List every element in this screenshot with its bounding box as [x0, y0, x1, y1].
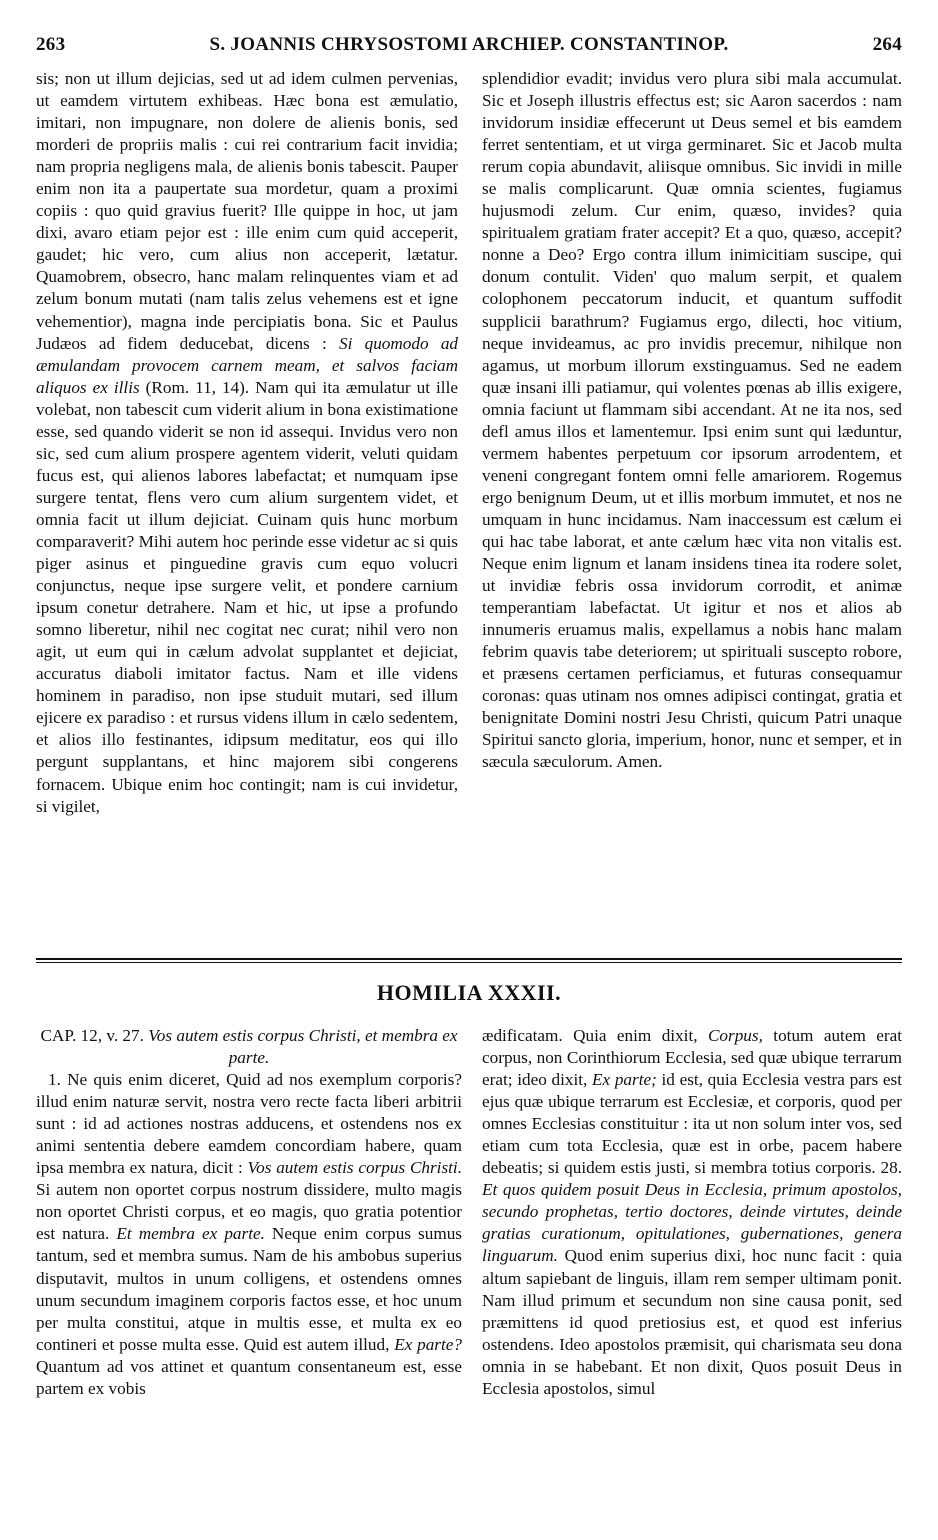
paragraph	[482, 1025, 902, 1400]
column-1	[36, 68, 458, 818]
text-run: sis; non ut illum dejicias, sed ut ad idem culmen pervenias, ut eamdem virtutem exhibeas. Hæc bona est æmulatio, imitari, non impugnare, non dolere de alienis bonis, sed morderi de propriis malis : cui rei contrarium facit invidia; nam propria negligens mala, de alienis bonis tabescit. Pauper enim non ita a paupertate sua mordetur, quam a proximi copiis : quo quid gravius fuerit? Ille quippe in hoc, ut jam dixi, avaro etiam pejor est : ille enim cum quid acceperit, gaudet; hic vero, cum alius non acceperit, lætatur. Quamobrem, obsecro, hanc malam relinquentes viam et ad zelum bonum mutati (nam talis zelus vehemens est et igne vehementior), magna inde percipiatis bona. Sic et Paulus Judæos ad fidem deducebat, dicens :	[36, 69, 458, 353]
column-4	[482, 1025, 902, 1400]
text-run: Quod enim superius dixi, hoc nunc facit : quia altum sapiebant de linguis, illam rem semper ultimam ponit. Nam illud primum et secundum non sine causa ponit, sed præmittens id quod pretiosius est, et quod est inferius ostendens. Ideo apostolos præmisit, qui charismata seu dona omnia in se habebant. Et non dixit, Quos posuit Deus in Ecclesia apostolos, simul	[482, 1246, 902, 1398]
text-run: 1. Ne quis enim diceret, Quid ad nos exemplum corporis? illud enim naturæ servit, nostra vero recte facta liberi arbitrii sunt : id ad actiones nostras adducens, et ostendens nos ex animi sententia debere eamdem concordiam habere, quam ipsa membra ex natura, dicit :	[36, 1070, 462, 1178]
chapter-heading	[36, 1025, 462, 1069]
homily-title: HOMILIA XXXII.	[376, 980, 562, 1005]
section-divider	[36, 958, 902, 963]
scripture-quote: Et membra ex parte.	[116, 1224, 265, 1244]
scripture-quote: Ex parte?	[394, 1334, 462, 1354]
scripture-quote: Ex parte;	[592, 1070, 657, 1090]
column-3	[36, 1025, 462, 1400]
text-run: totum autem erat corpus, non Corinthiorum Ecclesia, sed quæ ubique terrarum erat; ideo dixit,	[482, 1026, 903, 1090]
running-header	[36, 34, 902, 62]
text-run: Quantum ad vos attinet et quantum consentaneum est, esse partem ex vobis	[36, 1356, 462, 1398]
scripture-quote: Vos autem estis corpus Christi.	[247, 1158, 462, 1178]
text-run: Si autem non oportet corpus nostrum dissidere, multo magis non oportet Christi corpus, et eo magis, quo gratia potentior est natura.	[36, 1180, 462, 1244]
paragraph: splendidior evadit; invidus vero plura sibi mala accumulat. Sic et Joseph illustris effectus est; sic Aaron sacerdos : nam invidorum insidiæ effecerunt ut Deus semel et bis eamdem ferret sententiam, et ut virga germinaret. Sic et Jacob multa rerum copia abundavit, aliisque omnibus. Sic invidi in mille se malis complicarunt. Quæ omnia scientes, fugiamus hujusmodi zelum. Cur enim, quæso, invides? quia spiritualem gratiam frater accepit? Et a quo, quæso, accepit? nonne a Deo? Ergo contra illum inimicitiam suscipe, qui donum contulit. Viden' quo malum serpit, et qualem colophonem peccatorum inducit, et quantum suffodit supplicii barathrum? Fugiamus ergo, dilecti, hoc vitium, neque invideamus, ac pro invidis precemur, nihilque non agamus, ut morbum illorum exstinguamus. Sed ne eadem quæ insani illi patiamur, qui volentes pœnas ab illis exigere, omnia faciunt ut flammam sibi accendant. At ne ita nos, sed defl amus illos et lamentemur. Ipsi enim sunt qui læduntur, vermem habentes perpetuum cor ipsorum arrodentem, et veneni congregant fontem omni felle amariorem. Rogemus ergo benignum Deum, ut et illis morbum immutet, et nos ne umquam in hunc incidamus. Nam inaccessum est cælum ei qui hac tabe laborat, et ante cælum hæc vita non vitalis est. Neque enim lignum et lanam insidens tinea ita rodere solet, ut invidiæ febris ossa invidorum corrodit, et animæ temperantiam labefactat. Ut igitur et nos et alios ab innumeris eruamus malis, expellamus a nobis hanc malam febrim quavis tabe deteriorem; ut spirituali suscepto robore, et præsens certamen perficiamus, et futuras consequamur coronas: quas utinam nos omnes adipisci contingat, gratia et benignitate Domini nostri Jesu Christi, quicum Patri unaque Spiritui sancto gloria, imperium, honor, nunc et semper, et in sæcula sæculorum. Amen.	[482, 69, 902, 772]
text-run: ædificatam. Quia enim dixit,	[482, 1026, 708, 1045]
text-run: (Rom. 11, 14). Nam qui ita æmulatur ut ille volebat, non tabescit cum viderit alium in bona existimatione esse, sed quando viderit se non id assequi. Invidus vero non sic, sed cum alium prospere agentem viderit, veluti quidam fucus est, qui alienos labores labefactat; et numquam ipse surgere tentat, flens vero cum alium surgentem videt, et omnia facit ut illum dejiciat. Cuinam quis hunc morbum comparaverit? Mihi autem hoc perinde esse videtur ac si quis piger asinus et pinguedine gravis cum equo volucri conjunctus, neque ipse surgere velit, et pondere carnium ipsum conetur detrahere. Nam et hic, ut ipse a profundo somno liberetur, nihil nec cogitat nec curat; nihil vero non agit, ut eum qui in cælum advolat supplantet et dejiciat, accuratus diaboli imitator factus. Nam et ille videns hominem in paradiso, non ipse studuit mutari, sed illum ejicere ex paradiso : et rursus videns illum in cælo sedentem, et alios illo festinantes, idipsum meditatur, eos qui illo pergunt supplantans, et hinc majorem sibi congerens fornacem. Ubique enim hoc contingit; nam is cui invidetur, si vigilet,	[36, 377, 458, 816]
running-title: S. JOANNIS CHRYSOSTOMI ARCHIEP. CONSTANTINOP.	[209, 34, 729, 55]
scripture-quote: Corpus,	[707, 1026, 763, 1045]
scripture-quote: Et quos quidem posuit Deus in Ecclesia, primum apostolos, secundo prophetas, tertio doctores, deinde virtutes, deinde gratias curationum, opitulationes, gubernationes, genera linguarum.	[482, 1180, 902, 1266]
text-run: Neque enim corpus sumus tantum, sed et membra sumus. Nam de his ambobus superius disputavit, multos in unum colligens, et ostendens omnes unum secundum imaginem corporis factos esse, et hoc unum per multa constitui, atque in multis esse, et multa ex eo contineri et posse multa esse. Quid est autem illud,	[36, 1224, 462, 1354]
paragraph	[36, 68, 458, 818]
chapter-reference: CAP. 12, v. 27.	[40, 1026, 144, 1045]
chapter-quote: Vos autem estis corpus Christi, et membra ex parte.	[148, 1026, 458, 1068]
paragraph	[36, 1069, 462, 1400]
text-run: id est, quia Ecclesia vestra pars est ejus quæ ubique terrarum est Ecclesiæ, et corporis, quod per omnes Ecclesias constituitur : ita ut non solum inter vos, sed etiam cum tota Ecclesia, quæ est in orbe, pacem habere debeatis; si quidem estis justi, si membra totius corporis. 28.	[482, 1070, 902, 1178]
column-2	[482, 68, 902, 774]
scripture-quote: Si quomodo ad æmulandam provocem carnem meam, et salvos faciam aliquos ex illis	[36, 333, 458, 397]
page-number-left: 263	[36, 34, 66, 55]
page-number-right: 264	[872, 34, 902, 55]
